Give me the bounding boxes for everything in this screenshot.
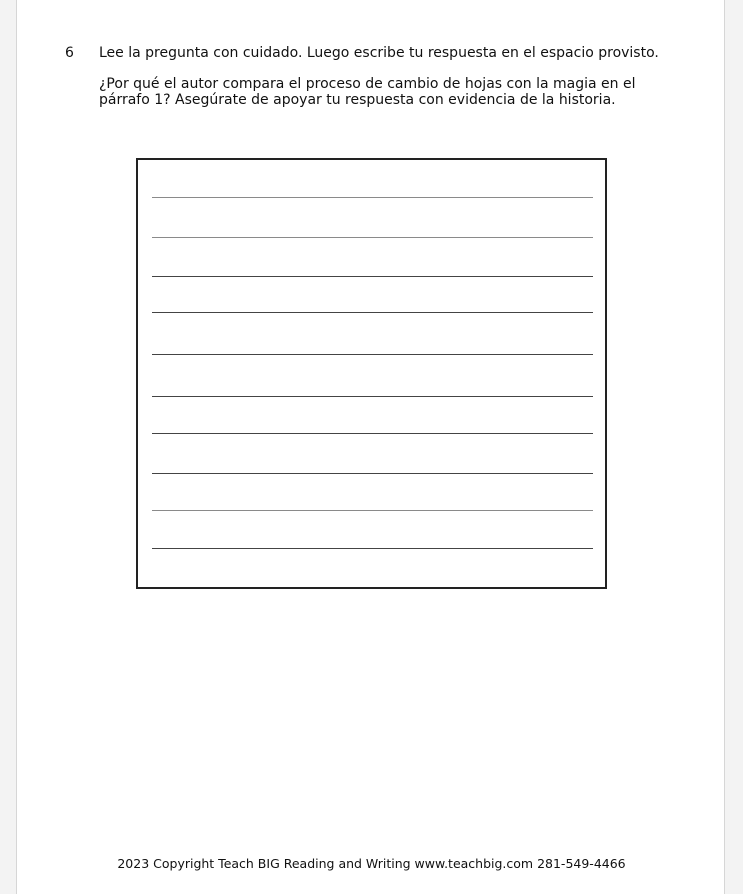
answer-line[interactable]: [152, 433, 593, 434]
answer-line[interactable]: [152, 548, 593, 549]
question-prompt-line-2: párrafo 1? Asegúrate de apoyar tu respuesta con evidencia de la historia.: [99, 92, 616, 108]
answer-box[interactable]: [136, 158, 607, 589]
copyright-footer: 2023 Copyright Teach BIG Reading and Writing www.teachbig.com 281-549-4466: [117, 856, 626, 871]
question-number: 6: [65, 45, 74, 61]
question-prompt-line-1: ¿Por qué el autor compara el proceso de cambio de hojas con la magia en el: [99, 76, 636, 92]
worksheet-page: [16, 0, 725, 894]
answer-line[interactable]: [152, 354, 593, 355]
answer-line[interactable]: [152, 312, 593, 313]
answer-line[interactable]: [152, 237, 593, 238]
answer-line[interactable]: [152, 510, 593, 511]
question-prompt: [99, 76, 659, 108]
answer-line[interactable]: [152, 276, 593, 277]
answer-line[interactable]: [152, 473, 593, 474]
answer-line[interactable]: [152, 197, 593, 198]
answer-line[interactable]: [152, 396, 593, 397]
question-instruction: Lee la pregunta con cuidado. Luego escribe tu respuesta en el espacio provisto.: [99, 45, 659, 61]
